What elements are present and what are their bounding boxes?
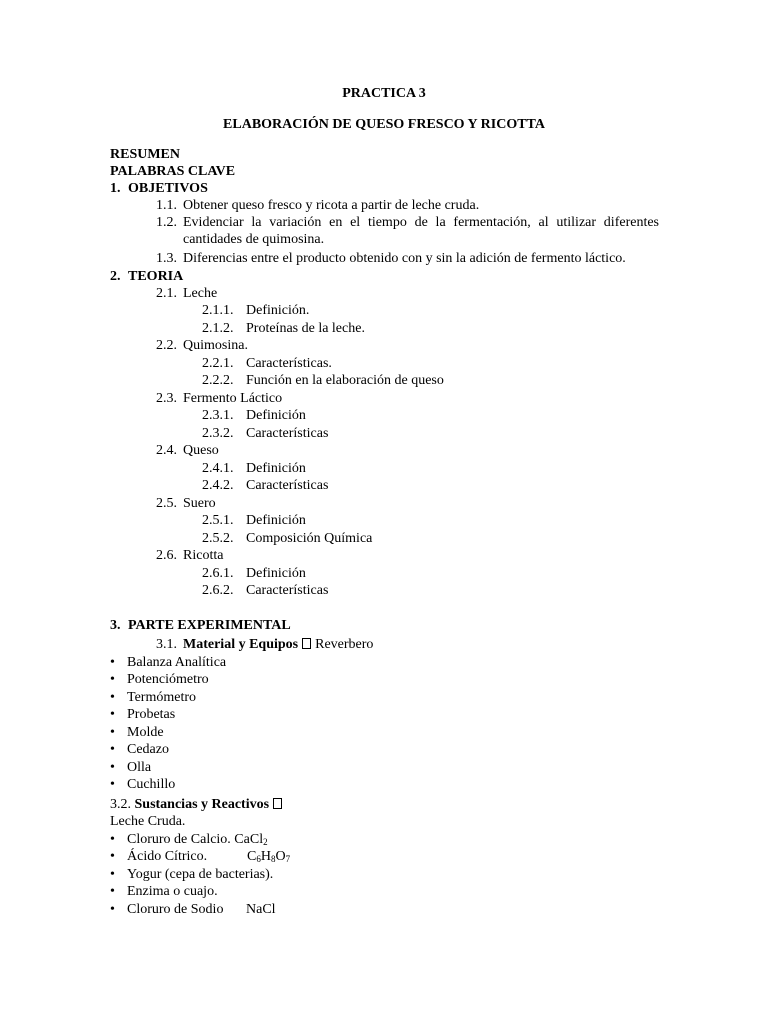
- theory-subitem: [202, 460, 306, 477]
- substance-name: Cloruro de Calcio. CaCl: [127, 832, 264, 847]
- heading-parte-experimental: [110, 617, 291, 634]
- theory-subitem: [202, 355, 332, 372]
- item-number: 3.1.: [156, 637, 177, 652]
- missing-glyph-icon: [273, 798, 282, 809]
- theory-item: [156, 442, 219, 459]
- item-text: Suero: [183, 496, 216, 511]
- item-text: Ricotta: [183, 548, 224, 563]
- list-item-text: Ácido Cítrico.: [127, 849, 208, 864]
- bullet-icon: •: [110, 725, 115, 740]
- section-label: TEORIA: [128, 269, 184, 284]
- objective-item: [156, 214, 659, 231]
- document-title: ELABORACIÓN DE QUESO FRESCO Y RICOTTA: [223, 117, 545, 132]
- formula-element: C: [247, 849, 257, 864]
- bullet-icon: •: [110, 902, 115, 917]
- chemical-formula: NaCl: [246, 902, 276, 917]
- formula-subscript: 2: [263, 837, 268, 847]
- formula-subscript: 7: [285, 854, 291, 864]
- bullet-icon: •: [110, 707, 115, 722]
- list-item-text: Cedazo: [127, 742, 169, 757]
- heading-teoria: [110, 268, 183, 285]
- bullet-icon: •: [110, 655, 115, 670]
- theory-item: [156, 547, 223, 564]
- theory-subitem: [202, 477, 328, 494]
- bullet-icon: •: [110, 690, 115, 705]
- subitem-text: Definición: [246, 461, 306, 476]
- subitem-text: Características: [246, 478, 329, 493]
- section-number: 2.: [110, 269, 121, 284]
- theory-item: [156, 390, 282, 407]
- substances-heading: [110, 796, 286, 813]
- theory-item: [156, 285, 217, 302]
- subitem-text: Características.: [246, 356, 332, 371]
- theory-subitem: [202, 372, 444, 389]
- subitem-text: Definición.: [246, 303, 310, 318]
- item-text: Quimosina.: [183, 338, 248, 353]
- materials-heading: [156, 636, 373, 653]
- bullet-icon: •: [110, 867, 115, 882]
- item-text: Fermento Láctico: [183, 391, 283, 406]
- section-number: 1.: [110, 181, 121, 196]
- theory-subitem: [202, 512, 306, 529]
- formula-subscript: 6: [256, 854, 261, 864]
- item-text: Evidenciar la variación en el tiempo de la fermentación, al utilizar diferentes: [183, 215, 659, 230]
- item-number: 1.1.: [156, 198, 177, 213]
- bullet-icon: •: [110, 760, 115, 775]
- formula-element: H: [260, 849, 271, 864]
- list-item-text: Molde: [127, 725, 164, 740]
- list-item-text: Balanza Analítica: [127, 655, 227, 670]
- bullet-icon: •: [110, 672, 115, 687]
- subitem-number: 2.5.2.: [202, 531, 234, 546]
- theory-subitem: [202, 425, 328, 442]
- subitem-number: 2.2.1.: [202, 356, 234, 371]
- list-item-text: [127, 831, 268, 848]
- bullet-icon: •: [110, 777, 115, 792]
- list-item-text: Yogur (cepa de bacterias).: [127, 867, 274, 882]
- heading-palabras-clave: PALABRAS CLAVE: [110, 164, 236, 179]
- item-number: 2.2.: [156, 338, 177, 353]
- bullet-icon: •: [110, 742, 115, 757]
- item-text: Diferencias entre el producto obtenido con y sin la adición de fermento láctico.: [183, 251, 626, 266]
- item-text: Leche: [183, 286, 218, 301]
- objective-item-continuation: cantidades de quimosina.: [183, 232, 325, 247]
- item-number: 2.1.: [156, 286, 177, 301]
- item-number: 2.4.: [156, 443, 177, 458]
- heading-resumen: RESUMEN: [110, 147, 181, 162]
- formula-element: O: [275, 849, 286, 864]
- list-item-text: Probetas: [127, 707, 176, 722]
- subitem-number: 2.3.2.: [202, 426, 234, 441]
- item-number: 2.5.: [156, 496, 177, 511]
- objective-item: [156, 197, 479, 214]
- subitem-number: 2.1.1.: [202, 303, 234, 318]
- item-text: Obtener queso fresco y ricota a partir de leche cruda.: [183, 198, 480, 213]
- first-material: Reverbero: [315, 637, 374, 652]
- subitem-number: 2.3.1.: [202, 408, 234, 423]
- subitem-text: Definición: [246, 566, 306, 581]
- bullet-icon: •: [110, 832, 115, 847]
- list-item-text: Termómetro: [127, 690, 196, 705]
- item-number: 1.3.: [156, 251, 177, 266]
- subitem-number: 2.4.2.: [202, 478, 234, 493]
- subitem-number: 2.6.1.: [202, 566, 234, 581]
- list-item-text: Enzima o cuajo.: [127, 884, 218, 899]
- subitem-text: Función en la elaboración de queso: [246, 373, 444, 388]
- chemical-formula: [247, 848, 290, 865]
- item-number: 2.3.: [156, 391, 177, 406]
- theory-subitem: [202, 565, 306, 582]
- subitem-number: 2.5.1.: [202, 513, 234, 528]
- theory-subitem: [202, 530, 372, 547]
- theory-item: [156, 495, 216, 512]
- formula-subscript: 8: [270, 854, 276, 864]
- item-number: 2.6.: [156, 548, 177, 563]
- theory-subitem: [202, 302, 309, 319]
- objective-item: [156, 250, 626, 267]
- subitem-text: Composición Química: [246, 531, 373, 546]
- theory-subitem: [202, 582, 328, 599]
- heading-objetivos: [110, 180, 208, 197]
- item-number: 1.2.: [156, 215, 177, 230]
- theory-subitem: [202, 407, 306, 424]
- bullet-icon: •: [110, 884, 115, 899]
- missing-glyph-icon: [302, 638, 311, 649]
- list-item-text: Cuchillo: [127, 777, 176, 792]
- section-number: 3.: [110, 618, 121, 633]
- list-item-text: Cloruro de Sodio: [127, 902, 224, 917]
- item-label: Sustancias y Reactivos: [134, 797, 270, 812]
- subitem-text: Proteínas de la leche.: [246, 321, 365, 336]
- item-text: Queso: [183, 443, 219, 458]
- subitem-number: 2.6.2.: [202, 583, 234, 598]
- theory-subitem: [202, 320, 365, 337]
- item-label: Material y Equipos: [183, 637, 299, 652]
- practice-number: PRACTICA 3: [342, 86, 426, 101]
- first-substance: Leche Cruda.: [110, 814, 186, 829]
- section-label: OBJETIVOS: [128, 181, 208, 196]
- subitem-text: Definición: [246, 408, 306, 423]
- subitem-text: Definición: [246, 513, 306, 528]
- subitem-number: 2.4.1.: [202, 461, 234, 476]
- subitem-number: 2.2.2.: [202, 373, 234, 388]
- list-item-text: Potenciómetro: [127, 672, 209, 687]
- subitem-text: Características: [246, 426, 329, 441]
- list-item-text: Olla: [127, 760, 152, 775]
- item-number: 3.2.: [110, 797, 131, 812]
- subitem-number: 2.1.2.: [202, 321, 234, 336]
- theory-item: [156, 337, 248, 354]
- subitem-text: Características: [246, 583, 329, 598]
- section-label: PARTE EXPERIMENTAL: [128, 618, 291, 633]
- bullet-icon: •: [110, 849, 115, 864]
